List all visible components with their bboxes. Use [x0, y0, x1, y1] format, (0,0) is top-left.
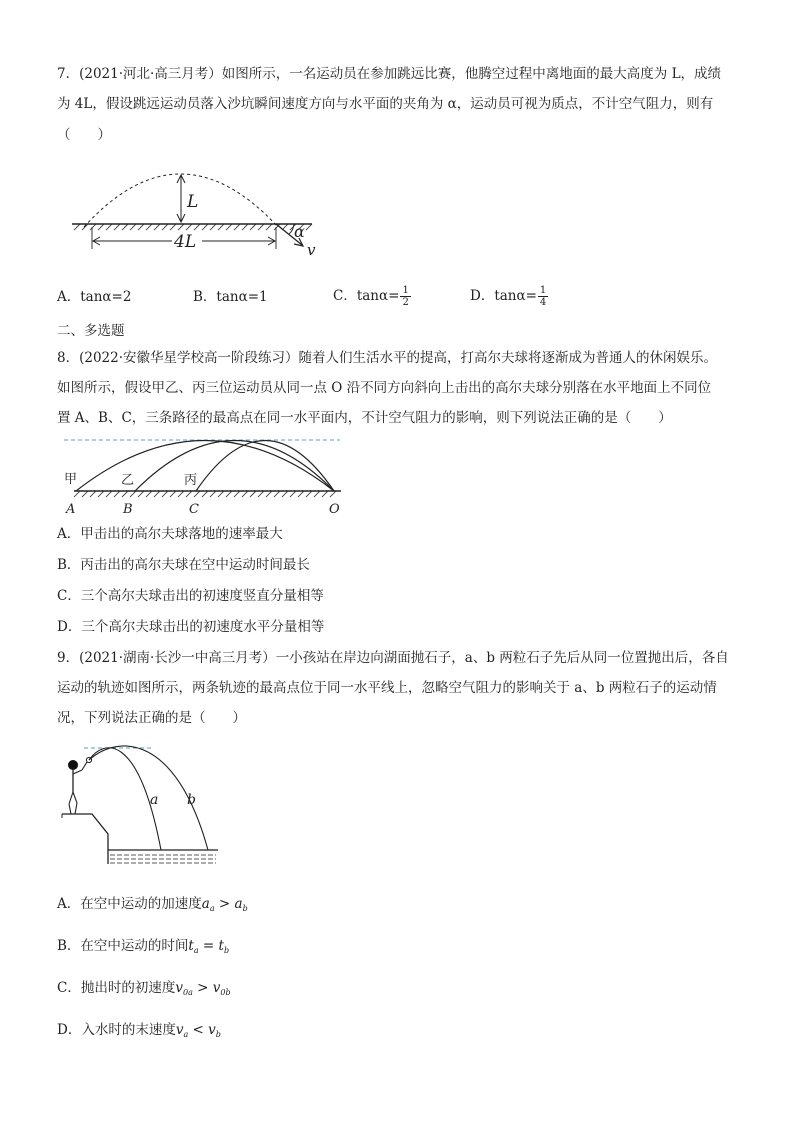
q7-option-a: A．tanα=2 [57, 289, 132, 305]
q9-bank [62, 814, 108, 864]
q9-option-a: A．在空中运动的加速度$a_a > a_b$ [57, 896, 248, 913]
q9-water-lines [110, 855, 216, 863]
q8-option-d: D．三个高尔夫球击出的初速度水平分量相等 [57, 619, 325, 635]
q7-line-3: （ ） [57, 127, 111, 143]
q8-label-bing: 丙 [184, 473, 198, 488]
section-heading: 二、多选题 [57, 323, 125, 339]
q7-figure [60, 165, 330, 265]
q9-label-a: a [150, 792, 159, 808]
q8-figure [58, 432, 350, 517]
q7-label-angle: α [294, 222, 305, 241]
q8-label-jia: 甲 [64, 472, 78, 487]
q7-option-b: B．tanα=1 [193, 289, 268, 305]
q8-path-yi [135, 441, 334, 492]
q8-line-1: 8．(2022·安徽华星学校高一阶段练习）随着人们生活水平的提高，打高尔夫球将逐渐成为普通人的休闲娱乐。 [57, 350, 718, 366]
q8-label-yi: 乙 [121, 473, 135, 488]
q9-child-figure [68, 760, 87, 814]
q9-line-2: 运动的轨迹如图所示，两条轨迹的最高点位于同一水平线上，忽略空气阻力的影响关于 a、b 两粒石子的运动情 [57, 680, 717, 696]
q9-line-3: 况，下列说法正确的是（ ） [57, 710, 246, 726]
q9-option-d: D．入水时的末速度$v_a < v_b$ [57, 1022, 221, 1039]
q9-option-b: B．在空中运动的时间$t_a = t_b$ [57, 938, 230, 955]
q8-ground-hatch [74, 491, 336, 497]
q7-label-range: 4L [174, 232, 197, 252]
q7-option-d: D．tanα= $\frac{1}{4}$ [470, 285, 547, 308]
q9-option-c: C．抛出时的初速度$v_{0a} > v_{0b}$ [57, 980, 231, 997]
q8-option-b: B．丙击出的高尔夫球在空中运动时间最长 [57, 557, 310, 573]
q7-line-1: 7．(2021·河北·高三月考）如图所示，一名运动员在参加跳远比赛，他腾空过程中离地面的最大高度为 L，成绩 [57, 66, 722, 82]
q8-label-a: A [66, 502, 76, 517]
q7-option-c: C．tanα= $\frac{1}{2}$ [333, 285, 409, 308]
q8-label-b: B [123, 502, 133, 517]
q7-label-velocity: v [307, 241, 316, 259]
q8-path-bing [196, 441, 334, 492]
q8-option-a: A．甲击出的高尔夫球落地的速率最大 [57, 526, 283, 542]
q7-label-height: L [187, 192, 199, 212]
q9-line-1: 9．(2021·湖南·长沙一中高三月考）一小孩站在岸边向湖面抛石子，a、b 两粒石子先后从同一位置抛出后，各自 [57, 650, 729, 666]
q8-line-2: 如图所示，假设甲乙、丙三位运动员从同一点 O 沿不同方向斜向上击出的高尔夫球分别落在水平地面上不同位 [57, 380, 712, 396]
q9-figure [58, 738, 228, 868]
q8-label-c: C [189, 502, 199, 517]
q8-option-c: C．三个高尔夫球击出的初速度竖直分量相等 [57, 588, 324, 604]
q8-line-3: 置 A、B、C，三条路径的最高点在同一水平面内，不计空气阻力的影响，则下列说法正确的是（ ） [57, 410, 672, 426]
q9-label-b: b [187, 792, 196, 808]
q8-path-jia [76, 441, 334, 492]
q8-label-o: O [329, 502, 340, 517]
q7-line-2: 为 4L，假设跳远运动员落入沙坑瞬间速度方向与水平面的夹角为 α，运动员可视为质点，不计空气阻力，则有 [57, 96, 714, 112]
